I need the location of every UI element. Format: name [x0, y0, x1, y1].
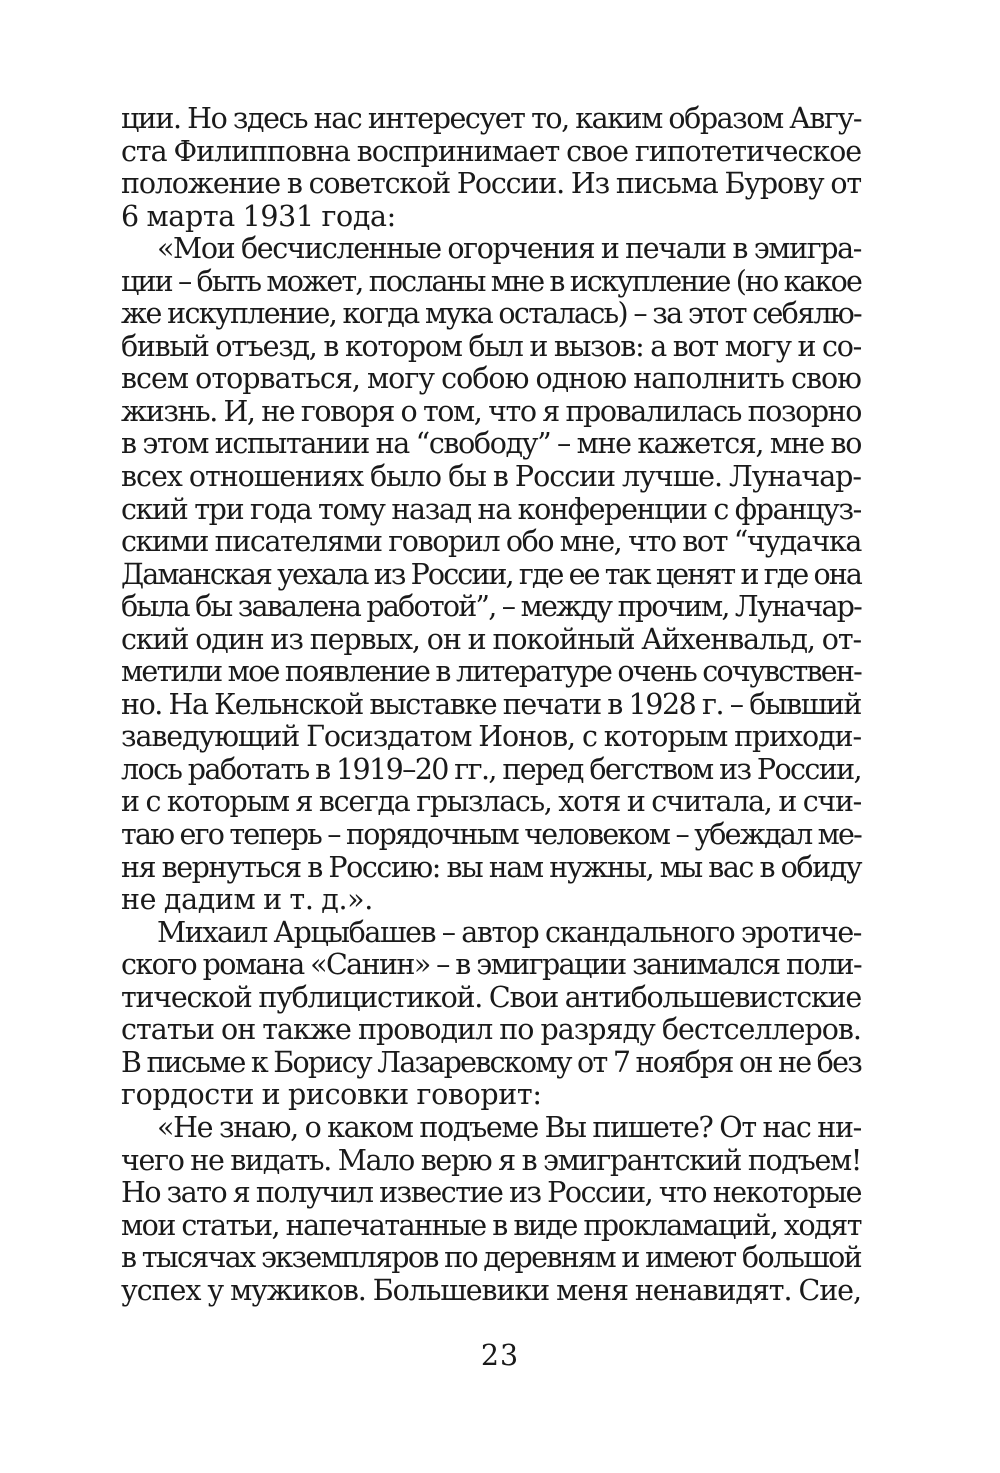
- text-line: метили мое появление в литературе очень сочувствен-: [121, 655, 861, 689]
- text-line: всем оторваться, могу собою одною наполнить свою: [121, 362, 861, 396]
- text-line: ня вернуться в Россию: вы нам нужны, мы вас в обиду: [121, 850, 861, 884]
- text-line: «Мои бесчисленные огорчения и печали в эмигра-: [157, 232, 861, 266]
- text-line: лось работать в 1919–20 гг., перед бегством из России,: [121, 752, 861, 786]
- text-line: ции – быть может, посланы мне в искупление (но какое: [121, 264, 861, 298]
- text-line: статьи он также проводил по разряду бестселлеров.: [121, 1013, 861, 1047]
- text-line: же искупление, когда мука осталась) – за этот себялю-: [121, 297, 861, 331]
- text-line: была бы завалена работой”, – между прочим, Луначар-: [121, 590, 861, 624]
- text-line: Михаил Арцыбашев – автор скандального эротиче-: [157, 915, 861, 949]
- text-line: всех отношениях было бы в России лучше. Луначар-: [121, 460, 861, 494]
- text-line: в этом испытании на “свободу” – мне кажется, мне во: [121, 427, 861, 461]
- text-line: ского романа «Санин» – в эмиграции занимался поли-: [121, 948, 861, 982]
- text-line: В письме к Борису Лазаревскому от 7 ноября он не без: [121, 1045, 861, 1079]
- text-line: положение в советской России. Из письма Бурову от: [121, 167, 861, 201]
- page-number: 23: [480, 1339, 520, 1372]
- text-line: но. На Кельнской выставке печати в 1928 г. – бывший: [121, 687, 861, 721]
- text-line: таю его теперь – порядочным человеком – убеждал ме-: [121, 818, 861, 852]
- text-line: бивый отъезд, в котором был и вызов: а вот могу и со-: [121, 329, 861, 363]
- text-line: успех у мужиков. Большевики меня ненавидят. Сие,: [121, 1273, 861, 1307]
- text-line: мои статьи, напечатанные в виде прокламаций, ходят: [121, 1208, 861, 1242]
- text-line: и с которым я всегда грызлась, хотя и считала, и счи-: [121, 785, 861, 819]
- text-line: «Не знаю, о каком подъеме Вы пишете? От нас ни-: [157, 1110, 861, 1144]
- text-line: Но зато я получил известие из России, что некоторые: [121, 1176, 861, 1210]
- text-line: не дадим и т. д.».: [121, 883, 373, 917]
- text-line: ции. Но здесь нас интересует то, каким образом Авгу-: [121, 102, 861, 135]
- text-line: ста Филипповна воспринимает свое гипотетическое: [121, 134, 861, 168]
- text-line: Даманская уехала из России, где ее так ценят и где она: [121, 557, 861, 591]
- text-line: чего не видать. Мало верю я в эмигрантский подъем!: [121, 1143, 861, 1177]
- text-line: ский три года тому назад на конференции с француз-: [121, 492, 861, 526]
- text-line: гордости и рисовки говорит:: [121, 1078, 542, 1112]
- text-line: в тысячах экземпляров по деревням и имеют большой: [121, 1241, 861, 1275]
- text-line: заведующий Госиздатом Ионов, с которым приходи-: [121, 720, 861, 754]
- text-line: жизнь. И, не говоря о том, что я провалилась позорно: [121, 394, 861, 428]
- text-line: 6 марта 1931 года:: [121, 199, 396, 233]
- body-text: [121, 103, 861, 1307]
- text-line: тической публицистикой. Свои антибольшевистские: [121, 980, 861, 1014]
- text-line: ский один из первых, он и покойный Айхенвальд, от-: [121, 622, 861, 656]
- text-line: скими писателями говорил обо мне, что вот “чудачка: [121, 525, 861, 559]
